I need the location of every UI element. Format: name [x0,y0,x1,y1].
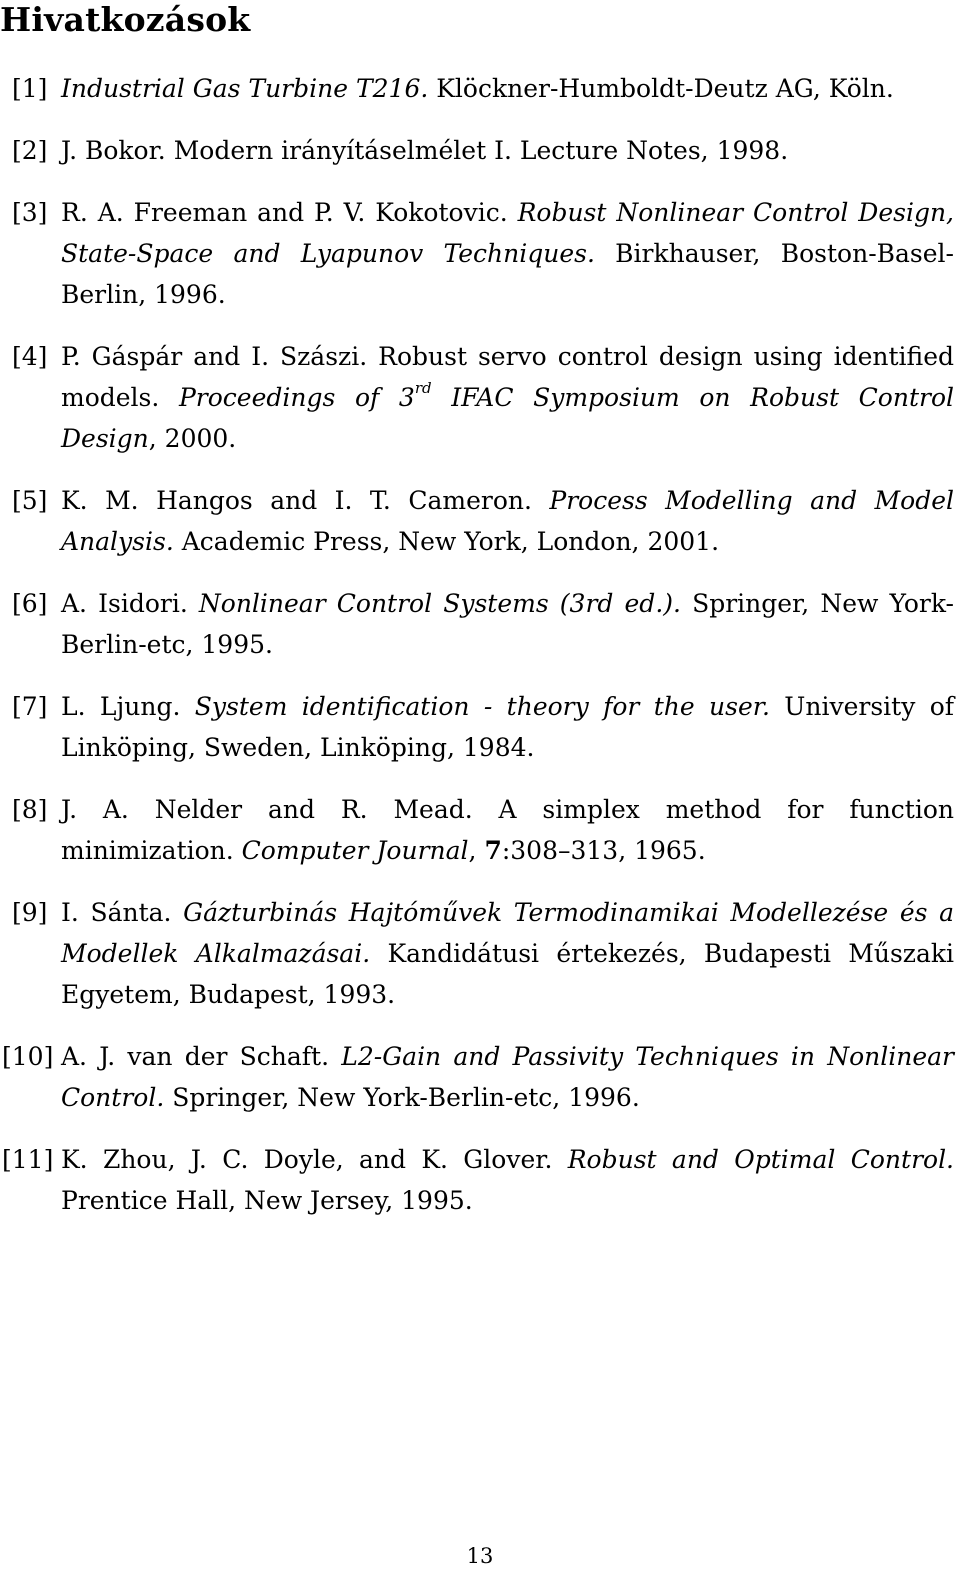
reference-text-segment: , 2000. [148,424,237,453]
reference-text-segment: A. Isidori. [61,589,199,618]
reference-entry [0,892,954,1015]
reference-text-segment: 7 [484,836,502,865]
reference-entry [0,686,954,768]
reference-text-segment: IFAC Symposium on Robust Control Design [61,383,954,453]
reference-text-segment: Klöckner-Humboldt-Deutz AG, Köln. [428,74,894,103]
reference-number: [4] [12,342,48,371]
reference-text-segment: :308–313, 1965. [501,836,706,865]
reference-text-segment: I. Sánta. [61,898,184,927]
page-number: 13 [466,1544,494,1568]
reference-entry [0,1139,954,1221]
reference-entry [0,789,954,871]
reference-text-segment: Springer, New York-Berlin-etc, 1995. [61,589,954,659]
reference-number: [10] [2,1042,54,1071]
reference-number: [3] [12,198,48,227]
reference-number: [1] [12,74,48,103]
reference-text-segment: R. A. Freeman and P. V. Kokotovic. [61,198,518,227]
reference-text-segment: , [468,836,485,865]
reference-text-segment: Robust Nonlinear Control Design, State-Space and Lyapunov Techniques. [61,198,954,268]
reference-text-segment: System identification - theory for the user. [194,692,770,721]
page-heading: Hivatkozások [0,0,251,39]
reference-number: [6] [12,589,48,618]
reference-text-segment: J. Bokor. Modern irányításelmélet I. Lecture Notes, 1998. [61,136,789,165]
reference-text-segment: K. Zhou, J. C. Doyle, and K. Glover. [61,1145,568,1174]
reference-text-segment: Academic Press, New York, London, 2001. [173,527,720,556]
reference-text-segment: K. M. Hangos and I. T. Cameron. [61,486,550,515]
reference-text-segment: Birkhauser, Boston-Basel-Berlin, 1996. [61,239,954,309]
reference-text-segment: Nonlinear Control Systems (3rd ed.). [198,589,681,618]
reference-text-segment: Gázturbinás Hajtóművek Termodinamikai Modellezése és a Modellek Alkalmazásai. [61,898,954,968]
reference-text-segment: J. A. Nelder and R. Mead. A simplex method for function minimization. [61,795,954,865]
reference-text-segment: Springer, New York-Berlin-etc, 1996. [164,1083,640,1112]
reference-entry [0,1036,954,1118]
reference-text-segment: P. Gáspár and I. Szászi. Robust servo control design using identified models. [61,342,954,412]
reference-text-segment: Process Modelling and Model Analysis. [61,486,954,556]
reference-number: [5] [12,486,48,515]
reference-number: [9] [12,898,48,927]
reference-entry [0,192,954,315]
reference-text-segment: Prentice Hall, New Jersey, 1995. [61,1186,473,1215]
reference-number: [8] [12,795,48,824]
reference-entry [0,583,954,665]
reference-entry [0,130,954,171]
reference-number: [2] [12,136,48,165]
reference-list [0,68,954,1242]
reference-text-segment: L. Ljung. [61,692,195,721]
reference-text-segment: Robust and Optimal Control. [567,1145,955,1174]
reference-number: [7] [12,692,48,721]
reference-text-segment: Kandidátusi értekezés, Budapesti Műszaki Egyetem, Budapest, 1993. [61,939,954,1009]
reference-entry [0,336,954,459]
reference-text-segment: Computer Journal [241,836,469,865]
reference-entry [0,68,954,109]
reference-text-segment: University of Linköping, Sweden, Linköping, 1984. [61,692,955,762]
reference-text-segment: rd [414,378,432,397]
reference-number: [11] [2,1145,54,1174]
reference-text-segment: A. J. van der Schaft. [61,1042,342,1071]
reference-text-segment: Industrial Gas Turbine T216. [61,74,429,103]
reference-entry [0,480,954,562]
reference-text-segment: Proceedings of 3 [178,383,415,412]
reference-text-segment: L2-Gain and Passivity Techniques in Nonlinear Control. [61,1042,954,1112]
